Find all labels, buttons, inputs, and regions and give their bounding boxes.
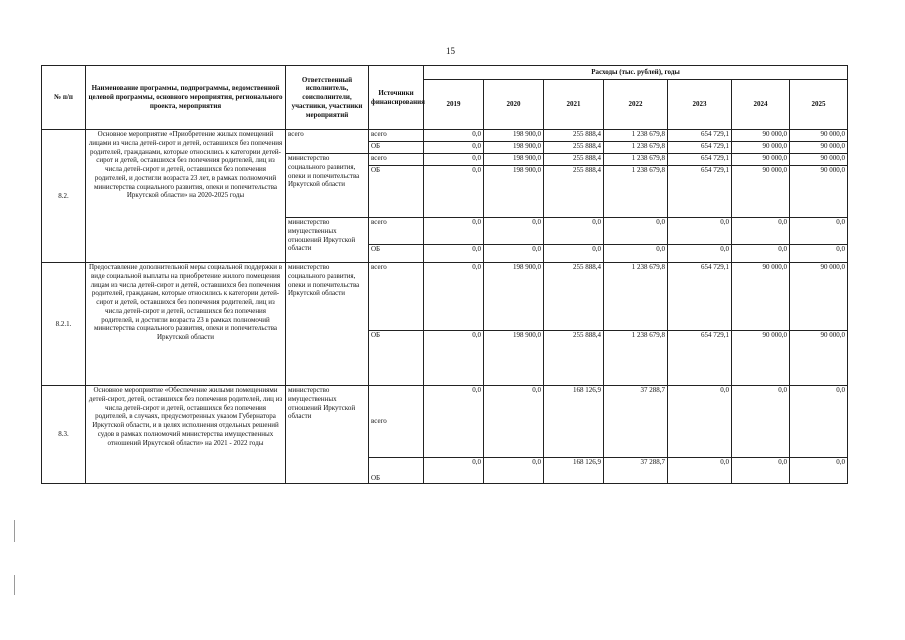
value-cell: 90 000,0	[790, 142, 848, 154]
value-cell: 0,0	[484, 458, 544, 484]
value-cell: 0,0	[668, 245, 732, 263]
value-cell: 654 729,1	[668, 142, 732, 154]
value-cell: 255 888,4	[544, 166, 604, 218]
value-cell: 0,0	[732, 218, 790, 245]
value-cell: 1 238 679,8	[604, 263, 668, 331]
row-number: 8.2.1.	[42, 263, 86, 386]
executor-cell: министерство социального развития, опеки и попечительства Иркутской области	[286, 263, 369, 386]
header-row	[42, 66, 848, 80]
row-name: Предоставление дополнительной меры социальной поддержки в виде социальной выплаты на приобретение жилого помещения лицам из числа детей-сирот и детей, оставшихся без попечения родителей, гражданам, которые относились к категории детей-сирот и детей, оставшихся без попечения родителей, лиц из числа детей-сирот и детей, оставшихся без попечения родителей, и достигли возраста 23 в рамках полномочий министерства социального развития, опеки и попечительства Иркутской области	[86, 263, 286, 386]
value-cell: 168 126,9	[544, 458, 604, 484]
value-cell: 255 888,4	[544, 130, 604, 142]
value-cell: 255 888,4	[544, 263, 604, 331]
value-cell: 0,0	[424, 218, 484, 245]
col-header-expenses: Расходы (тыс. рублей), годы	[424, 66, 848, 80]
value-cell: 0,0	[424, 130, 484, 142]
value-cell: 0,0	[668, 386, 732, 458]
executor-cell: министерство имущественных отношений Иркутской области	[286, 386, 369, 484]
row-name: Основное мероприятие «Обеспечение жилыми помещениями детей-сирот, детей, оставшихся без попечения родителей, лиц из числа детей-сирот и детей, оставшихся без попечения родителей, в случаях, предусмотренных указом Губернатора Иркутской области, и в целях исполнения отдельных решений судов в рамках полномочий министерства имущественных отношений Иркутской области» на 2021 - 2022 годы	[86, 386, 286, 484]
value-cell: 0,0	[668, 218, 732, 245]
value-cell: 0,0	[790, 245, 848, 263]
value-cell: 198 900,0	[484, 331, 544, 386]
value-cell: 0,0	[484, 218, 544, 245]
value-cell: 0,0	[424, 166, 484, 218]
value-cell: 198 900,0	[484, 166, 544, 218]
value-cell: 90 000,0	[732, 166, 790, 218]
source-cell: ОБ	[369, 166, 424, 218]
value-cell: 198 900,0	[484, 263, 544, 331]
value-cell: 0,0	[484, 245, 544, 263]
value-cell: 90 000,0	[790, 130, 848, 142]
source-cell: всего	[369, 130, 424, 142]
value-cell: 0,0	[668, 458, 732, 484]
source-cell: всего	[369, 218, 424, 245]
source-cell: ОБ	[369, 142, 424, 154]
year-header: 2020	[484, 80, 544, 130]
scan-mark	[14, 575, 15, 595]
year-header: 2021	[544, 80, 604, 130]
executor-cell: министерство социального развития, опеки и попечительства Иркутской области	[286, 154, 369, 218]
value-cell: 0,0	[424, 386, 484, 458]
source-cell: ОБ	[369, 458, 424, 484]
page-number: 15	[446, 46, 455, 56]
year-header: 2024	[732, 80, 790, 130]
value-cell: 255 888,4	[544, 331, 604, 386]
value-cell: 0,0	[424, 142, 484, 154]
year-header: 2025	[790, 80, 848, 130]
col-header-sources: Источники финансирования	[369, 66, 424, 130]
value-cell: 0,0	[424, 331, 484, 386]
value-cell: 90 000,0	[732, 154, 790, 166]
value-cell: 654 729,1	[668, 130, 732, 142]
value-cell: 0,0	[544, 218, 604, 245]
table-row	[42, 386, 848, 458]
value-cell: 1 238 679,8	[604, 130, 668, 142]
table-row	[42, 130, 848, 142]
value-cell: 0,0	[790, 458, 848, 484]
value-cell: 654 729,1	[668, 331, 732, 386]
value-cell: 0,0	[790, 218, 848, 245]
value-cell: 198 900,0	[484, 142, 544, 154]
value-cell: 1 238 679,8	[604, 142, 668, 154]
table-row	[42, 263, 848, 331]
col-header-num: № п/п	[42, 66, 86, 130]
source-cell: ОБ	[369, 245, 424, 263]
value-cell: 0,0	[604, 218, 668, 245]
value-cell: 90 000,0	[790, 166, 848, 218]
value-cell: 0,0	[424, 245, 484, 263]
value-cell: 255 888,4	[544, 142, 604, 154]
row-name: Основное мероприятие «Приобретение жилых помещений лицами из числа детей-сирот и детей, оставшихся без попечения родителей, гражданами, которые относились к категории детей-сирот и детей, оставшихся без попечения родителей, лиц из числа детей-сирот и детей, оставшихся без попечения родителей, и достигли возраста 23 лет, в рамках полномочий министерства социального развития, опеки и попечительства Иркутской области» на 2020-2025 годы	[86, 130, 286, 263]
value-cell: 0,0	[790, 386, 848, 458]
value-cell: 0,0	[732, 458, 790, 484]
source-cell: ОБ	[369, 331, 424, 386]
value-cell: 0,0	[424, 458, 484, 484]
value-cell: 90 000,0	[790, 154, 848, 166]
value-cell: 0,0	[424, 263, 484, 331]
value-cell: 0,0	[732, 245, 790, 263]
executor-cell: министерство имущественных отношений Иркутской области	[286, 218, 369, 263]
value-cell: 1 238 679,8	[604, 331, 668, 386]
scan-mark	[14, 520, 15, 542]
col-header-responsible: Ответственный исполнитель, соисполнители, участники, участники мероприятий	[286, 66, 369, 130]
value-cell: 0,0	[604, 245, 668, 263]
value-cell: 90 000,0	[732, 142, 790, 154]
budget-table	[41, 65, 848, 484]
value-cell: 198 900,0	[484, 154, 544, 166]
year-header: 2022	[604, 80, 668, 130]
value-cell: 255 888,4	[544, 154, 604, 166]
value-cell: 0,0	[424, 154, 484, 166]
row-number: 8.3.	[42, 386, 86, 484]
year-header: 2019	[424, 80, 484, 130]
value-cell: 168 126,9	[544, 386, 604, 458]
col-header-name: Наименование программы, подпрограммы, ведомственной целевой программы, основного мероприятия, регионального проекта, мероприятия	[86, 66, 286, 130]
source-cell: всего	[369, 154, 424, 166]
value-cell: 1 238 679,8	[604, 166, 668, 218]
row-number: 8.2.	[42, 130, 86, 263]
value-cell: 37 288,7	[604, 386, 668, 458]
value-cell: 90 000,0	[732, 331, 790, 386]
value-cell: 0,0	[484, 386, 544, 458]
value-cell: 1 238 679,8	[604, 154, 668, 166]
value-cell: 0,0	[732, 386, 790, 458]
source-cell: всего	[369, 263, 424, 331]
value-cell: 90 000,0	[790, 263, 848, 331]
executor-cell: всего	[286, 130, 369, 154]
value-cell: 90 000,0	[790, 331, 848, 386]
value-cell: 37 288,7	[604, 458, 668, 484]
value-cell: 198 900,0	[484, 130, 544, 142]
year-header: 2023	[668, 80, 732, 130]
value-cell: 654 729,1	[668, 154, 732, 166]
source-cell: всего	[369, 386, 424, 458]
value-cell: 90 000,0	[732, 263, 790, 331]
value-cell: 90 000,0	[732, 130, 790, 142]
value-cell: 654 729,1	[668, 166, 732, 218]
value-cell: 654 729,1	[668, 263, 732, 331]
value-cell: 0,0	[544, 245, 604, 263]
